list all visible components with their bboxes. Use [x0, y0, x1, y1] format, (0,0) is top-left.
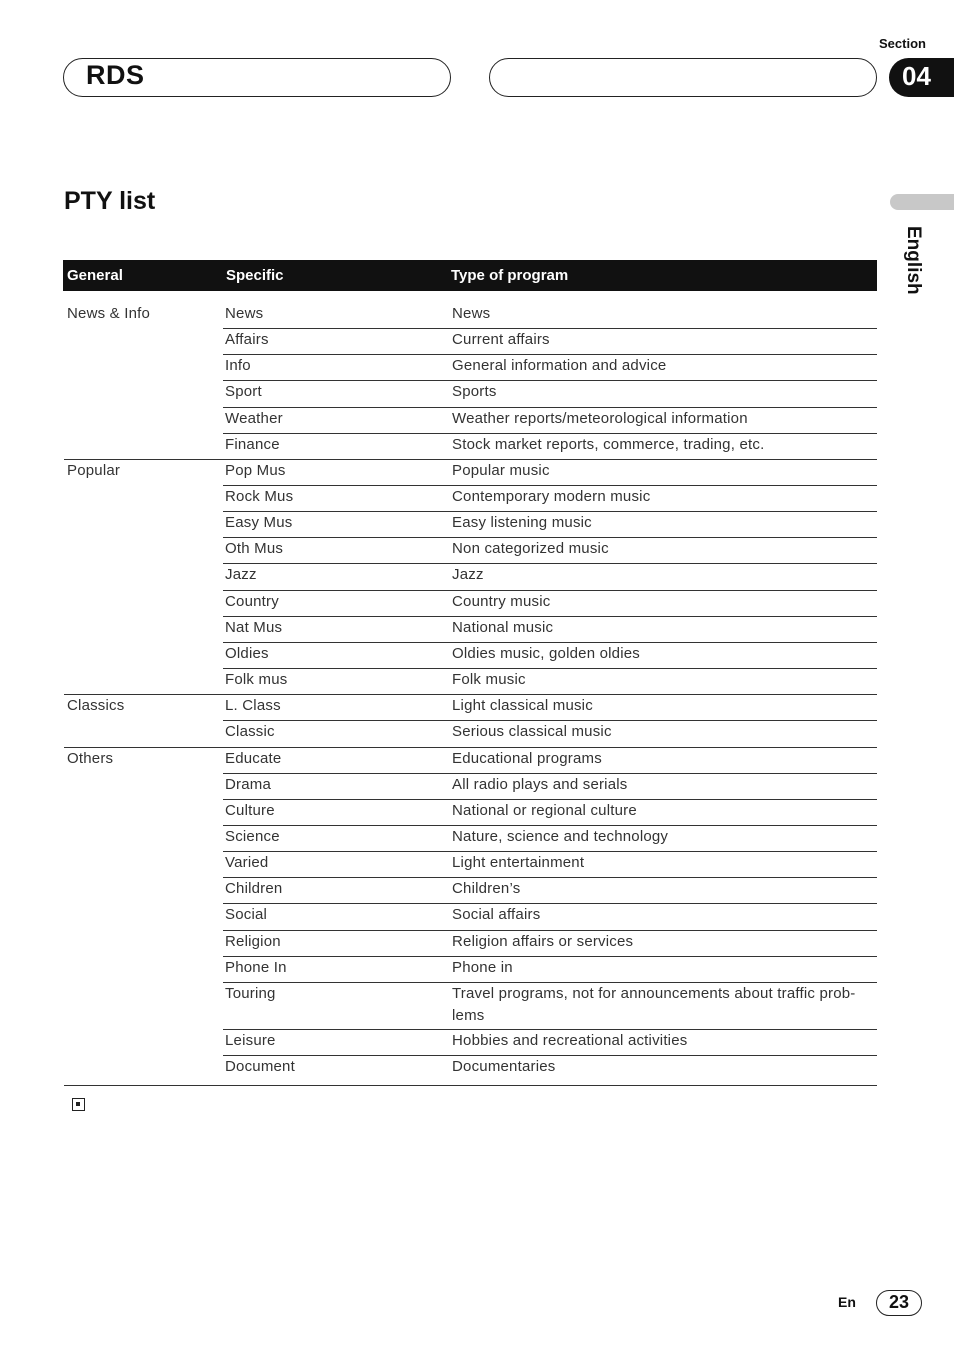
cell-specific: Country [225, 593, 279, 610]
row-divider [223, 668, 877, 669]
row-divider [223, 773, 877, 774]
row-divider [223, 642, 877, 643]
row-divider [223, 590, 877, 591]
cell-general: News & Info [67, 305, 151, 322]
cell-type-continued: lems [452, 1007, 485, 1024]
row-divider [223, 433, 877, 434]
footer-language-code: En [838, 1294, 856, 1310]
cell-specific: Affairs [225, 331, 269, 348]
cell-type: Weather reports/meteorological information [452, 410, 748, 427]
column-header-type: Type of program [451, 267, 569, 284]
row-divider [223, 1055, 877, 1056]
cell-specific: Touring [225, 985, 276, 1002]
cell-specific: Rock Mus [225, 488, 294, 505]
cell-type: Easy listening music [452, 514, 592, 531]
cell-specific: Weather [225, 410, 283, 427]
table-bottom-rule [64, 1085, 877, 1086]
row-divider [223, 825, 877, 826]
cell-general: Popular [67, 462, 121, 479]
cell-type: Travel programs, not for announcements about traffic prob- [452, 985, 856, 1002]
cell-type: Sports [452, 383, 497, 400]
header-title: RDS [86, 60, 145, 90]
cell-type: National or regional culture [452, 802, 637, 819]
cell-specific: Info [225, 357, 251, 374]
cell-specific: Educate [225, 750, 282, 767]
group-divider [64, 694, 877, 695]
row-divider [223, 982, 877, 983]
row-divider [223, 930, 877, 931]
row-divider [223, 407, 877, 408]
row-divider [223, 851, 877, 852]
cell-specific: Jazz [225, 566, 257, 583]
row-divider [223, 799, 877, 800]
section-tab [889, 58, 954, 97]
end-of-section-mark-icon [72, 1098, 85, 1111]
cell-specific: Folk mus [225, 671, 288, 688]
row-divider [223, 563, 877, 564]
cell-specific: Nat Mus [225, 619, 283, 636]
cell-specific: News [225, 305, 264, 322]
row-divider [223, 903, 877, 904]
cell-type: Religion affairs or services [452, 933, 634, 950]
cell-type: Phone in [452, 959, 513, 976]
cell-specific: Sport [225, 383, 262, 400]
cell-type: Serious classical music [452, 723, 612, 740]
cell-type: News [452, 305, 491, 322]
row-divider [223, 485, 877, 486]
cell-type: Popular music [452, 462, 550, 479]
language-tab-bar [890, 194, 954, 210]
cell-type: All radio plays and serials [452, 776, 628, 793]
cell-general: Others [67, 750, 114, 767]
row-divider [223, 511, 877, 512]
cell-type: Children’s [452, 880, 521, 897]
cell-type: Country music [452, 593, 551, 610]
cell-specific: Drama [225, 776, 272, 793]
cell-type: Nature, science and technology [452, 828, 669, 845]
cell-type: Stock market reports, commerce, trading, etc. [452, 436, 765, 453]
language-label: English [903, 226, 924, 295]
pty-table-header [63, 260, 877, 291]
row-divider [223, 537, 877, 538]
cell-specific: Pop Mus [225, 462, 286, 479]
page-title: PTY list [64, 187, 156, 215]
cell-specific: Document [225, 1058, 295, 1075]
cell-specific: Easy Mus [225, 514, 293, 531]
group-divider [64, 747, 877, 748]
cell-type: Current affairs [452, 331, 550, 348]
column-header-specific: Specific [226, 267, 284, 284]
column-header-general: General [67, 267, 123, 284]
cell-type: Documentaries [452, 1058, 556, 1075]
row-divider [223, 956, 877, 957]
cell-specific: Science [225, 828, 280, 845]
cell-type: Light classical music [452, 697, 593, 714]
cell-specific: Varied [225, 854, 269, 871]
row-divider [223, 720, 877, 721]
cell-type: Folk music [452, 671, 526, 688]
row-divider [223, 380, 877, 381]
page-number-badge [876, 1290, 922, 1316]
cell-general: Classics [67, 697, 125, 714]
group-divider [64, 459, 877, 460]
row-divider [223, 877, 877, 878]
cell-specific: Religion [225, 933, 281, 950]
cell-specific: Classic [225, 723, 275, 740]
cell-type: General information and advice [452, 357, 667, 374]
cell-type: Hobbies and recreational activities [452, 1032, 688, 1049]
cell-type: Social affairs [452, 906, 541, 923]
cell-specific: Social [225, 906, 268, 923]
row-divider [223, 354, 877, 355]
cell-type: Oldies music, golden oldies [452, 645, 640, 662]
header-empty-box [489, 58, 877, 97]
cell-type: Light entertainment [452, 854, 585, 871]
row-divider [223, 1029, 877, 1030]
row-divider [223, 616, 877, 617]
cell-specific: L. Class [225, 697, 281, 714]
row-divider [223, 328, 877, 329]
cell-specific: Leisure [225, 1032, 276, 1049]
cell-type: Jazz [452, 566, 484, 583]
section-label: Section [879, 36, 926, 51]
cell-type: Contemporary modern music [452, 488, 651, 505]
cell-specific: Oldies [225, 645, 269, 662]
cell-type: Educational programs [452, 750, 602, 767]
section-number: 04 [902, 61, 931, 91]
cell-specific: Oth Mus [225, 540, 284, 557]
cell-specific: Phone In [225, 959, 287, 976]
page-number: 23 [888, 1292, 910, 1312]
cell-specific: Finance [225, 436, 280, 453]
cell-type: Non categorized music [452, 540, 609, 557]
cell-type: National music [452, 619, 554, 636]
header-title-box [63, 58, 451, 97]
cell-specific: Children [225, 880, 283, 897]
cell-specific: Culture [225, 802, 275, 819]
